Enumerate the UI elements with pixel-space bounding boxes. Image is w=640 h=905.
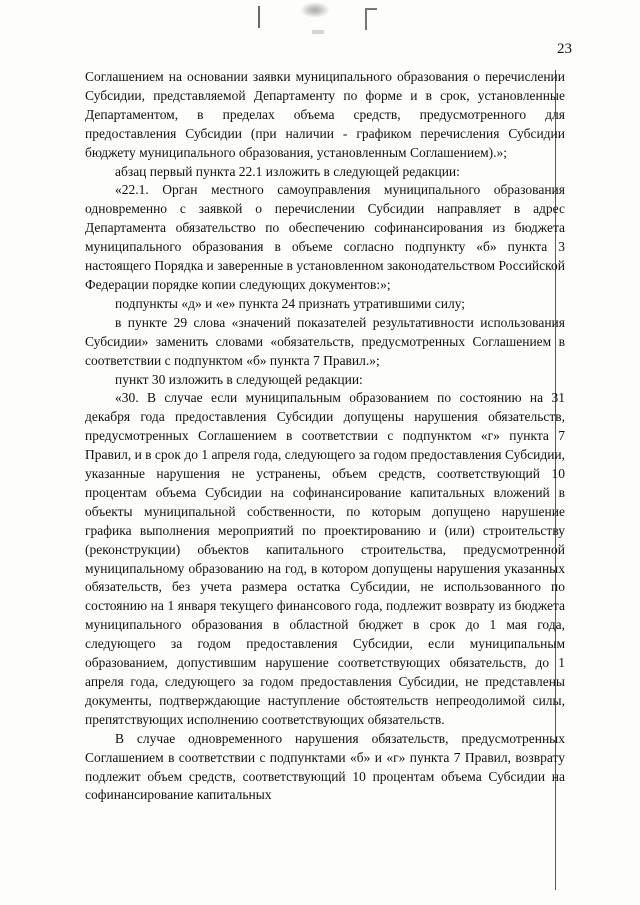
paragraph: «30. В случае если муниципальным образованием по состоянию на 31 декабря года предоставления Субсидии допущены нарушения обязательств, предусмотренных Соглашением в соответствии с подпунктом «г» пункта 7 Правил, и в срок до 1 апреля года, следующего за годом предоставления Субсидии, указанные нарушения не устранены, объем средств, соответствующий 10 процентам объема Субсидии на софинансирование капитальных вложений в объекты муниципальной собственности, по которым допущено нарушение графика выполнения мероприятий по проектированию и (или) строительству (реконструкции) объектов капитального строительства, предусмотренной муниципальному образованию на год, в котором допущены нарушения указанных обязательств, без учета размера остатка Субсидии, не использованного по состоянию на 1 января текущего финансового года, подлежит возврату из бюджета муниципального образования в областной бюджет в срок до 1 мая года, следующего за годом предоставления Субсидии, если муниципальным образованием, допустившим нарушение соответствующих обязательств, до 1 апреля года, следующего за годом предоставления Субсидии, не представлены документы, подтверждающие наступление обстоятельств непреодолимой силы, препятствующих исполнению соответствующих обязательств. <box>85 390 566 727</box>
scan-artifact-mark <box>258 6 264 28</box>
scan-artifact-mark <box>300 2 330 18</box>
paragraph: в пункте 29 слова «значений показателей результативности использования Субсидии» заменить словами «обязательств, предусмотренных Соглашением в соответствии с подпунктом «б» пункта 7 Правил.»; <box>85 314 565 368</box>
scan-artifact-mark <box>365 8 377 30</box>
paragraph: Соглашением на основании заявки муниципального образования о перечислении Субсидии, представляемой Департаменту по форме и в срок, установленные Департаментом, в пределах объема средств, предусмотренного для предоставления Субсидии (при наличии - графиком перечисления Субсидии бюджету муниципального образования, установленным Соглашением).»; <box>85 69 565 160</box>
page-number: 23 <box>557 41 572 57</box>
document-body <box>85 68 565 805</box>
paragraph: «22.1. Орган местного самоуправления муниципального образования одновременно с заявкой о перечислении Субсидии направляет в адрес Департамента обязательство по обеспечению софинансирования из бюджета муниципального образования в объеме согласно подпункту «б» пункта 3 настоящего Порядка и заверенные в установленном законодательством Российской Федерации порядке копии следующих документов:»; <box>85 182 565 292</box>
paragraph: абзац первый пункта 22.1 изложить в следующей редакции: <box>115 163 460 179</box>
paragraph: В случае одновременного нарушения обязательств, предусмотренных Соглашением в соответствии с подпунктами «б» и «г» пункта 7 Правил, возврату подлежит объем средств, соответствующий 10 процентам объема Субсидии на софинансирование капитальных <box>85 730 565 803</box>
scan-artifact-mark <box>312 30 324 34</box>
paragraph: подпункты «д» и «е» пункта 24 признать утратившими силу; <box>115 295 466 311</box>
paragraph: пункт 30 изложить в следующей редакции: <box>115 371 363 387</box>
